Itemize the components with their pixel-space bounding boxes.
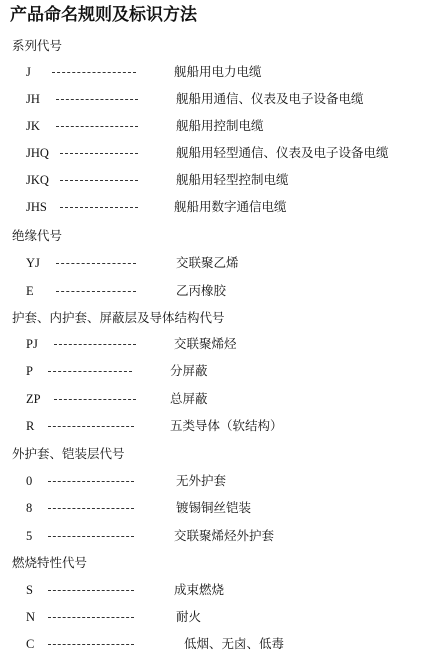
item-description: 舰船用控制电缆	[176, 118, 264, 133]
leader-dashes	[60, 207, 138, 208]
list-item	[0, 526, 422, 546]
list-item	[0, 416, 422, 436]
section-heading-sheath: 护套、内护套、屏蔽层及导体结构代号	[12, 310, 225, 325]
item-code: JK	[26, 119, 40, 133]
list-item	[0, 498, 422, 518]
item-code: S	[26, 583, 33, 597]
list-item	[0, 116, 422, 136]
item-description: 镀锡铜丝铠装	[176, 500, 252, 515]
leader-dashes	[60, 180, 138, 181]
list-item	[0, 634, 422, 654]
list-item	[0, 197, 422, 217]
leader-dashes	[48, 371, 132, 372]
item-description: 交联聚烯烃外护套	[174, 528, 275, 543]
leader-dashes	[56, 263, 136, 264]
item-code: 8	[26, 501, 33, 515]
item-code: E	[26, 284, 34, 298]
item-description: 舰船用轻型通信、仪表及电子设备电缆	[176, 145, 389, 160]
list-item	[0, 471, 422, 491]
item-code: PJ	[26, 337, 38, 351]
leader-dashes	[52, 72, 136, 73]
list-item	[0, 607, 422, 627]
item-description: 舰船用通信、仪表及电子设备电缆	[176, 91, 364, 106]
list-item	[0, 334, 422, 354]
list-item	[0, 62, 422, 82]
item-description: 总屏蔽	[170, 391, 208, 406]
item-code: JKQ	[26, 173, 49, 187]
list-item	[0, 170, 422, 190]
item-description: 舰船用轻型控制电缆	[176, 172, 289, 187]
list-item	[0, 253, 422, 273]
list-item	[0, 281, 422, 301]
list-item	[0, 389, 422, 409]
section-heading-outer-sheath: 外护套、铠装层代号	[12, 446, 125, 461]
item-code: JHQ	[26, 146, 49, 160]
item-code: R	[26, 419, 35, 433]
leader-dashes	[48, 426, 134, 427]
list-item	[0, 580, 422, 600]
leader-dashes	[56, 99, 138, 100]
item-description: 耐火	[176, 609, 202, 624]
item-code: YJ	[26, 256, 40, 270]
item-description: 交联聚乙烯	[176, 255, 239, 270]
item-code: JHS	[26, 200, 47, 214]
item-code: ZP	[26, 392, 41, 406]
item-description: 舰船用数字通信电缆	[174, 199, 287, 214]
leader-dashes	[48, 644, 134, 645]
item-description: 乙丙橡胶	[176, 283, 227, 298]
item-description: 无外护套	[176, 473, 227, 488]
item-code: J	[26, 65, 31, 79]
page-title: 产品命名规则及标识方法	[10, 5, 197, 25]
item-code: 0	[26, 474, 33, 488]
item-code: N	[26, 610, 36, 624]
section-heading-fire: 燃烧特性代号	[12, 555, 88, 570]
leader-dashes	[48, 481, 134, 482]
item-code: 5	[26, 529, 33, 543]
item-description: 低烟、无卤、低毒	[184, 636, 285, 651]
list-item	[0, 361, 422, 381]
leader-dashes	[54, 399, 136, 400]
leader-dashes	[56, 126, 138, 127]
item-description: 成束燃烧	[174, 582, 225, 597]
leader-dashes	[54, 344, 136, 345]
leader-dashes	[48, 590, 134, 591]
item-code: P	[26, 364, 33, 378]
leader-dashes	[60, 153, 138, 154]
leader-dashes	[48, 617, 134, 618]
list-item	[0, 89, 422, 109]
item-description: 交联聚烯烃	[174, 336, 237, 351]
item-code: JH	[26, 92, 40, 106]
item-description: 分屏蔽	[170, 363, 208, 378]
list-item	[0, 143, 422, 163]
section-heading-series: 系列代号	[12, 38, 63, 53]
leader-dashes	[48, 536, 134, 537]
section-heading-insulation: 绝缘代号	[12, 228, 63, 243]
item-description: 五类导体（软结构）	[170, 418, 283, 433]
item-description: 舰船用电力电缆	[174, 64, 262, 79]
item-code: C	[26, 637, 35, 651]
leader-dashes	[56, 291, 136, 292]
leader-dashes	[48, 508, 134, 509]
